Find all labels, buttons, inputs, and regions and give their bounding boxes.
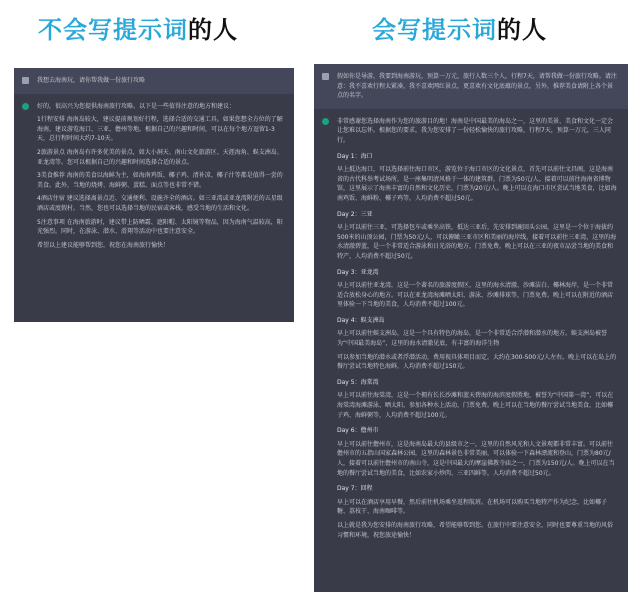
- assistant-avatar-icon: [22, 103, 29, 110]
- assistant-intro: 好的，很高兴为您提供海南旅行攻略。以下是一些值得注意的地方和建议：: [37, 102, 236, 110]
- day-body: 早上可以前往亚龙湾，这是一个著名的旅游度假区，这里的海水清澈、沙滩洁白、椰林海岸，是一个非常适合放松身心的地方。可以在亚龙湾海滩晒太阳、游泳、沙滩排球等，门票免费。晚上可以在附近的酒店里体验一下当地的美食，人均消费不超过100元。: [337, 282, 614, 309]
- list-item: 1行程安排 海南岛较大，建议提前规划好行程，选择合适的交通工具。如果您想全方位的了解海南，建议游览海口、三亚、儋州等地。根据自己的兴趣和时间，可以在每个地方逗留1-3天，总行程时间大约7-10天。: [37, 116, 283, 143]
- day-title: Day 5：海棠湾: [337, 378, 379, 386]
- day-title: Day 7：回程: [337, 485, 373, 493]
- left-heading: [38, 10, 238, 45]
- assistant-message: [14, 94, 294, 261]
- user-message-text: 我想去海南玩，请你帮我做一份旅行攻略: [37, 77, 146, 84]
- day-body: 早上可以前往海棠湾，这是一个拥有长长沙滩和蓝天碧海的海滨度假胜地，被誉为“中国第一湾”，可以在海棠湾海滩游泳、晒太阳、参加各种水上活动，门票免费。晚上可以在当地的餐厅尝试当地美食，比如椰子鸡、海鲜粥等，人均消费不超过100元。: [337, 392, 614, 419]
- day-title: Day 3：亚龙湾: [337, 268, 379, 276]
- left-heading-highlight: 不会写提示词: [38, 16, 188, 44]
- user-message: [14, 68, 294, 94]
- user-avatar-icon: [322, 73, 329, 80]
- assistant-intro: 非常感谢您选择海南作为您的旅游目的地！海南是中国最美的海岛之一，这里的美景、美食和文化一定会让您难以忘怀。根据您的要求，我为您安排了一份轻松愉快的旅行攻略，行程7天，预算一万元，三人同行。: [337, 117, 614, 144]
- left-heading-dark: 的人: [188, 16, 238, 44]
- day-title: Day 1：海口: [337, 152, 373, 160]
- assistant-message: [314, 109, 628, 550]
- day-body: 早上可以前往三亚，可选择包车或乘坐高铁，抵达三亚后，先安排到鹿回头公园，这里是一个位于海拔约500米的山顶公园，门票为50元/人，可以俯瞰三亚市区和美丽的海岸线，接着可以前往三亚湾，这里的海水清澈碧蓝，是一个非常适合游泳和日光浴的地方，门票免费。晚上可以在三亚的夜市品尝当地的美食和特产，人均消费不超过50元。: [337, 224, 617, 260]
- right-heading-dark: 的人: [497, 16, 547, 44]
- assistant-avatar-icon: [322, 118, 329, 125]
- day-title: Day 4：蜈支洲岛: [337, 316, 385, 324]
- right-chat-panel: [314, 64, 628, 592]
- list-item: 5注意事项 在海南旅游时，建议带上防晒霜、遮阳帽、太阳镜等物品，因为海南气温较高，阳光强烈。同时，在游泳、潜水、滑翔等活动中也要注意安全。: [37, 218, 283, 236]
- day-body: 早上可以在酒店享用早餐，然后前往机场乘坐返程航班。在机场可以购买当地特产作为纪念，比如椰子糖、荔枝干、海南咖啡等。: [337, 498, 608, 516]
- assistant-closing: 以上就是我为您安排的海南旅行攻略，希望能够帮到您。在旅行中要注意安全，同时也要尊重当地的风俗习惯和环境，祝您旅途愉快！: [337, 521, 614, 539]
- day-body: 早上可以前往儋州市，这是海南岛最大的县级市之一，这里的自然风光和人文景观都非常丰富。可以前往儋州市的五指山国家森林公园，这里的森林景色非常美丽，可以体验一下森林漂流和登山，门票为80元/人，接着可以前往儋州市的南山寺，这是中国最大的摩崖佛教寺庙之一，门票为150元/人。晚上可以在当地的餐厅尝试当地的美食，比如农家小炒肉、三亚四鲜等，人均消费不超过50元。: [337, 440, 615, 477]
- day-body: 早上可以前往蜈支洲岛，这是一个具有特色的海岛，是一个非常适合浮潜和潜水的地方。蜈支洲岛被誉为“中国最美海岛”，这里的海水清澈见底，有丰富的海洋生物: [337, 330, 608, 348]
- user-message-text: 假如你是导游，我要到海南游玩，预算一万元，旅行人数三个人，行程7天，请帮我做一份旅行攻略。请注意：我不喜欢行程太紧凑，我不喜欢网红景点，更喜欢有文化底蕴的景点，另外，推荐美食请附上各个景点的名字。: [337, 73, 617, 100]
- list-item: 3美食推荐 海南的美食以海鲜为主，如海南鸡饭、椰子鸡、清补凉、椰子汁等都是值得一尝的美食。此外，当地的烧烤、海鲜粥、蛋糕、面点等也非常不错。: [37, 172, 283, 189]
- user-message: [314, 64, 628, 109]
- day-body: 早上抵达海口，可以选择前往海口市区，游览位于海口市区的文化景点，首先可以前往文昌阁，这是海南省的古代科举考试场所，是一座集明清风格于一体的建筑群，门票为50元/人。接着可以前往海南省博物馆，这里展示了海南丰富的自然和文化历史，门票为20元/人。晚上可以在海口市区尝试当地美食，比如海南鸡饭、海鲜粉、椰子鸡等，人均消费不超过50元。: [337, 166, 617, 202]
- day-title: Day 2：三亚: [337, 210, 373, 218]
- assistant-closing: 希望以上建议能够帮到您，祝您在海南旅行愉快！: [37, 241, 170, 249]
- day-body-extra: 可以参加当地的潜水或者浮潜活动，费用视具体项目而定，大约在300-500元/人左右。晚上可以在岛上的餐厅尝试当地特色海鲜，人均消费不超过150元。: [337, 353, 617, 371]
- day-title: Day 6：儋州市: [337, 427, 379, 435]
- list-item: 2旅游景点 海南岛有许多优美的景点，如大小洞天、南山文化旅游区、天涯海角、蜈支洲岛、亚龙湾等。您可以根据自己的兴趣和时间选择合适的景点。: [37, 148, 283, 166]
- left-chat-panel: [14, 68, 294, 322]
- user-avatar-icon: [22, 77, 29, 84]
- right-heading: [372, 10, 547, 45]
- right-heading-highlight: 会写提示词: [372, 16, 497, 44]
- list-item: 4酒店住宿 建议选择离景点近、交通便利、设施齐全的酒店。如三亚湾或亚龙湾附近的五星级酒店或度假村。当然，您也可以选择当地的民宿或客栈，感受当地的生活和文化。: [37, 195, 283, 212]
